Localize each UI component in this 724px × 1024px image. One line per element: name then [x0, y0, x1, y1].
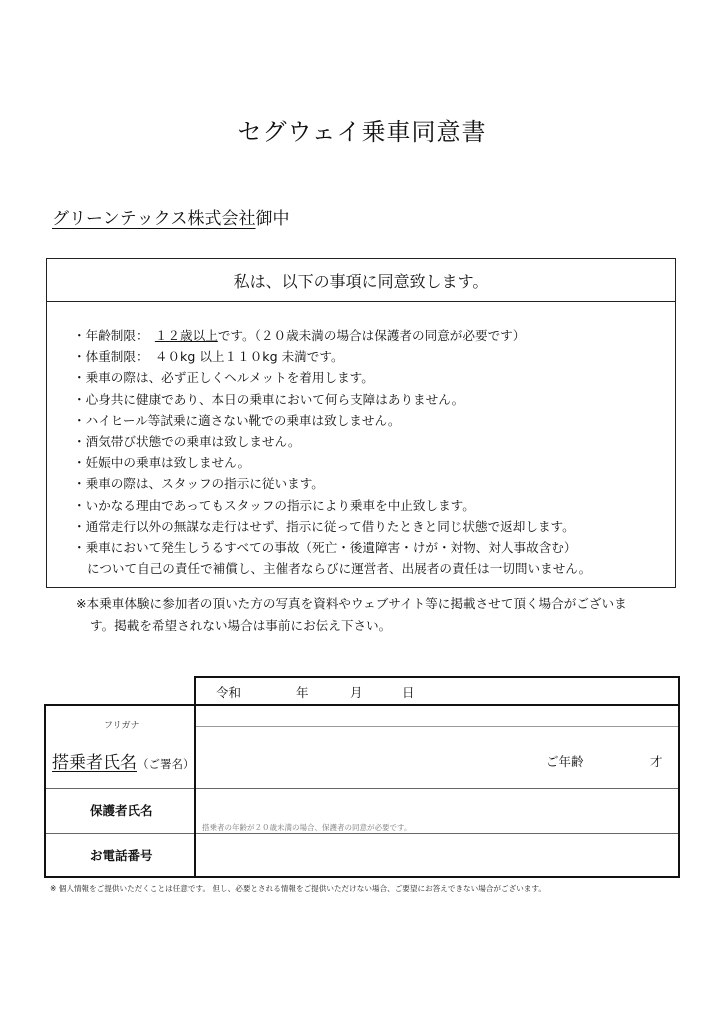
- agreement-heading: 私は、以下の事項に同意致します。: [47, 259, 675, 302]
- age-unit: 才: [650, 754, 663, 769]
- term-item: ・酒気帯び状態での乗車は致しません。: [73, 433, 301, 449]
- signature-note: （ご署名）: [137, 757, 195, 771]
- term-item: ・年齢制限： １２歳以上です。（２０歳未満の場合は保護者の同意が必要です）: [73, 328, 526, 343]
- term-item: ・乗車において発生しうるすべての事故（死亡・後遺障害・けが・対物、対人事故含む）: [73, 539, 577, 555]
- term-item: ・いかなる理由であってもスタッフの指示により乗車を中止致します。: [73, 497, 475, 513]
- terms-list: [73, 325, 591, 579]
- term-item: ・ハイヒール等試乗に適さない靴での乗車は致しません。: [73, 412, 401, 428]
- age-label: ご年齢: [546, 754, 584, 769]
- term-item: ・乗車の際は、スタッフの指示に従います。: [73, 476, 324, 492]
- term-item: ・体重制限： ４０kg 以上１１０kg 未満です。: [73, 349, 344, 365]
- age-limit-value: １２歳以上: [154, 328, 218, 343]
- addressee: [52, 204, 290, 229]
- document-title: セグウェイ乗車同意書: [237, 118, 487, 146]
- photo-consent-note: ※本乗車体験に参加者の頂いた方の写真を資料やウェブサイト等に掲載させて頂く場合がございま す。掲載を希望されない場合は事前にお伝え下さい。: [76, 596, 627, 633]
- term-item: ・妊娠中の乗車は致しません。: [73, 455, 251, 471]
- month-label: 月: [350, 685, 363, 700]
- term-item: ・心身共に健康であり、本日の乗車において何ら支障はありません。: [73, 391, 465, 407]
- privacy-footnote: ※ 個人情報をご提供いただくことは任意です。 但し、必要とされる情報をご提供いただけない場合、ご要望にお答えできない場合がございます。: [50, 884, 546, 893]
- term-item: ・通常走行以外の無謀な走行はせず、指示に従って借りたときと同じ状態で返却します。: [73, 518, 575, 534]
- year-label: 年: [296, 685, 309, 700]
- agreement-box: [46, 258, 676, 588]
- honorific: 御中: [255, 209, 290, 229]
- guardian-note: 搭乗者の年齢が２０歳未満の場合、保護者の同意が必要です。: [202, 823, 412, 832]
- company-name: グリーンテックス株式会社: [52, 209, 256, 229]
- term-item-continuation: について自己の責任で補償し、主催者ならびに運営者、出展者の責任は一切問いません。: [87, 561, 592, 577]
- phone-number-label: お電話番号: [90, 848, 153, 863]
- day-label: 日: [402, 685, 415, 700]
- guardian-name-label: 保護者氏名: [90, 803, 153, 818]
- era-label: 令和: [216, 685, 242, 700]
- furigana-label: フリガナ: [104, 721, 140, 731]
- passenger-name-label: 搭乗者氏名（ご署名）: [52, 753, 195, 773]
- term-item: ・乗車の際は、必ず正しくヘルメットを着用します。: [73, 370, 374, 386]
